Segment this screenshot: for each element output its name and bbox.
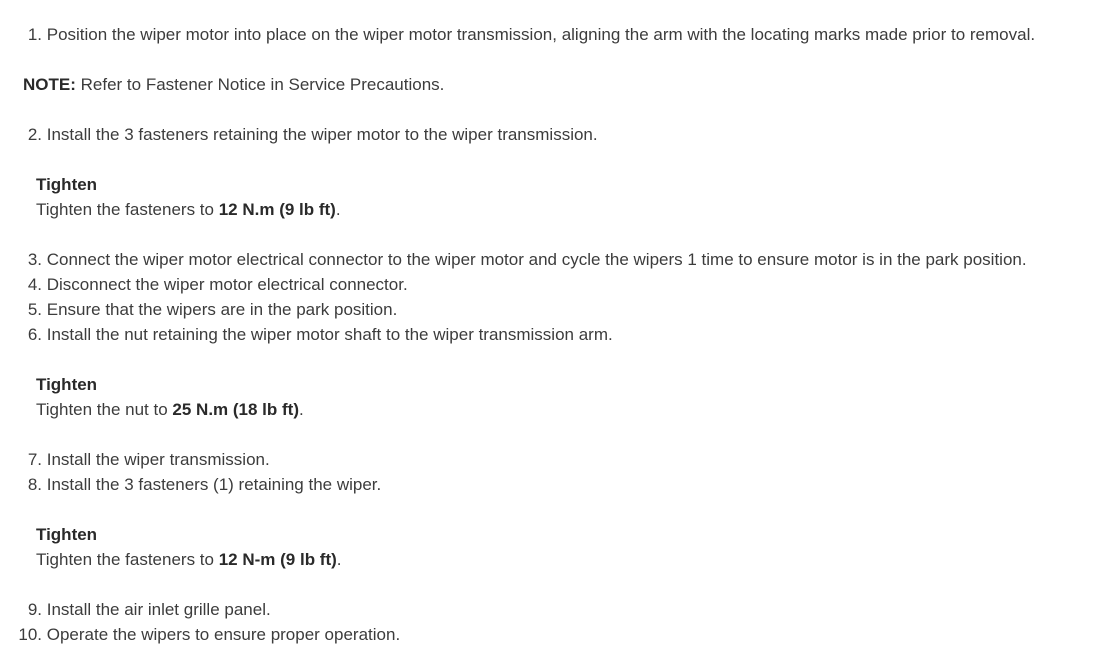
step-number: 8. [27,475,42,494]
step-text: Install the 3 fasteners (1) retaining the wiper. [46,475,382,494]
step-text: Install the wiper transmission. [46,450,270,469]
tighten-heading-2 [0,372,97,397]
step-9 [0,597,271,622]
tighten-heading: Tighten [36,175,98,194]
torque-value: 12 N-m (9 lb ft) [218,550,337,569]
tighten-suffix: . [299,400,304,419]
step-number: 1. [27,25,42,44]
step-text: Operate the wipers to ensure proper operation. [46,625,401,644]
step-3 [0,247,1027,272]
tighten-spec-3 [0,547,342,572]
tighten-heading: Tighten [36,375,98,394]
note-label: NOTE: [23,75,76,94]
step-7 [0,447,270,472]
step-text: Disconnect the wiper motor electrical connector. [46,275,408,294]
tighten-heading-3 [0,522,97,547]
step-6 [0,322,613,347]
tighten-heading: Tighten [36,525,98,544]
note [0,72,444,97]
step-1 [0,22,1035,47]
tighten-prefix: Tighten the nut to [36,400,168,419]
step-text: Install the nut retaining the wiper motor shaft to the wiper transmission arm. [46,325,613,344]
step-number: 9. [27,600,42,619]
tighten-spec-1 [0,197,341,222]
step-8 [0,472,381,497]
step-number: 10. [18,625,42,644]
tighten-heading-1 [0,172,97,197]
step-number: 5. [27,300,42,319]
tighten-prefix: Tighten the fasteners to [36,200,214,219]
step-text: Ensure that the wipers are in the park position. [46,300,398,319]
tighten-prefix: Tighten the fasteners to [36,550,214,569]
step-text: Install the air inlet grille panel. [46,600,271,619]
step-number: 7. [27,450,42,469]
step-text: Connect the wiper motor electrical connector to the wiper motor and cycle the wipers 1 time to ensure motor is in the park position. [46,250,1027,269]
tighten-spec-2 [0,397,304,422]
torque-value: 12 N.m (9 lb ft) [218,200,336,219]
step-10 [0,622,400,647]
step-text: Install the 3 fasteners retaining the wiper motor to the wiper transmission. [46,125,598,144]
step-number: 2. [27,125,42,144]
step-text: Position the wiper motor into place on the wiper motor transmission, aligning the arm with the locating marks made prior to removal. [46,25,1036,44]
step-number: 6. [27,325,42,344]
torque-value: 25 N.m (18 lb ft) [172,400,300,419]
step-4 [0,272,408,297]
tighten-suffix: . [336,550,342,569]
step-number: 3. [27,250,42,269]
note-text: Refer to Fastener Notice in Service Precautions. [80,75,445,94]
step-2 [0,122,598,147]
tighten-suffix: . [335,200,341,219]
step-number: 4. [27,275,42,294]
step-5 [0,297,397,322]
